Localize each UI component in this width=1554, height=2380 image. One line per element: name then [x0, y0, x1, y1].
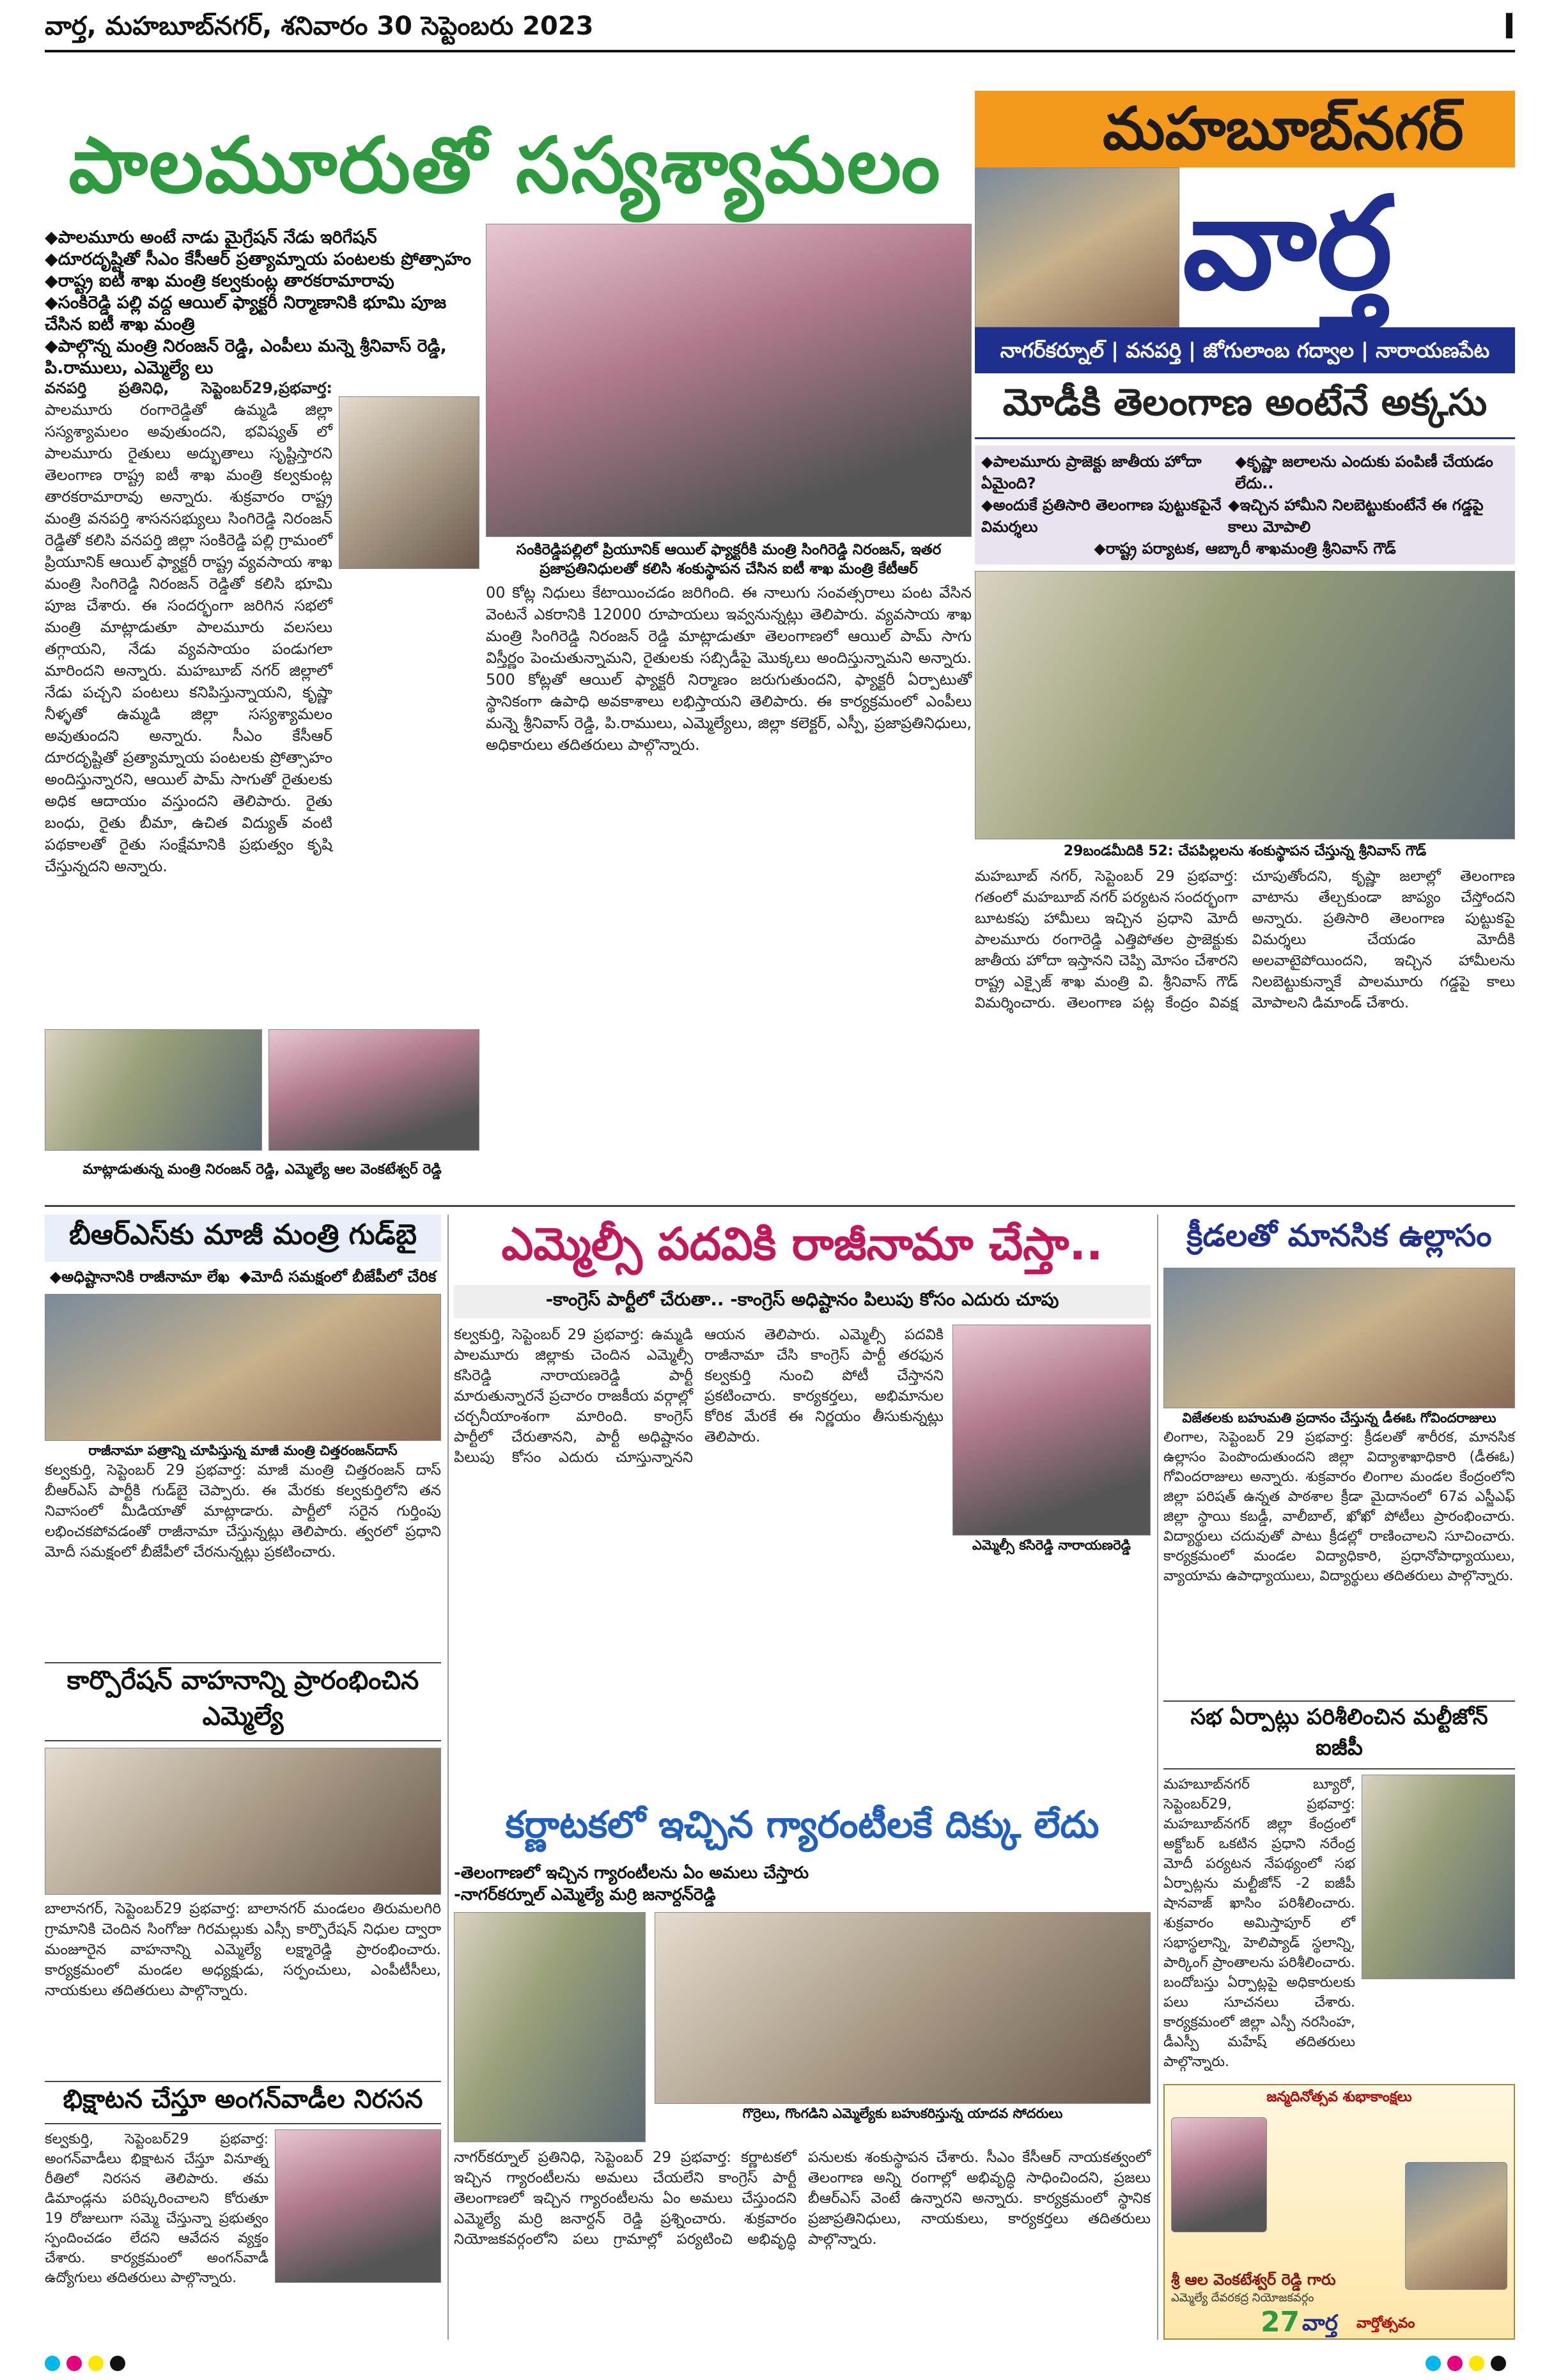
sports-story: [1163, 1218, 1515, 1586]
brs-headline: బీఆర్ఎస్‌కు మాజీ మంత్రి గుడ్‌బై: [45, 1215, 441, 1262]
bullet-item: ◆రాష్ట్ర పర్యాటక, ఆబ్కారీ శాఖమంత్రి శ్రీనివాస్ గౌడ్: [1094, 540, 1396, 557]
bullet-item: ◆దూరదృష్టితో సీఎం కేసీఆర్ ప్రత్యామ్నాయ పంటలకు ప్రోత్సాహం: [45, 249, 472, 269]
bullet-item: ◆ఇచ్చిన హామీని నిలబెట్టుకుంటేనే ఈ గడ్డపై కాలు మోపాలి: [1228, 496, 1484, 536]
cmyk-marks-left: [45, 2356, 132, 2374]
dateline: వార్త, మహబూబ్‌నగర్, శనివారం 30 సెప్టెంబరు 2023: [45, 12, 594, 41]
igp-story: [1163, 1700, 1515, 2072]
igp-photo: [1362, 1775, 1515, 1979]
modi-caption: 29బండమీదికి 52: చేపపిల్లలను శంకుస్థాపన చేస్తున్న శ్రీనివాస్ గౌడ్: [1063, 843, 1427, 859]
brs-bullets: [45, 1266, 441, 1287]
bullet-item: ◆అధిష్టానానికి రాజీనామా లేఖ: [49, 1268, 230, 1286]
ad-varta: వార్త: [1302, 2310, 1338, 2336]
corp-headline: కార్పొరేషన్ వాహనాన్ని ప్రారంభించిన ఎమ్మెల్యే: [45, 1662, 441, 1741]
ad-top: జన్మదినోత్సవ శుభాకాంక్షలు: [1266, 2089, 1412, 2105]
karnataka-headline: కర్ణాటకలో ఇచ్చిన గ్యారంటీలకే దిక్కు లేదు: [505, 1803, 1099, 1846]
karnataka-story: [454, 1803, 1151, 2250]
brs-body: కల్వకుర్తి, సెప్టెంబర్ 29 ప్రభవార్త: మాజీ మంత్రి చిత్తరంజన్ దాస్ బీఆర్ఎస్ పార్టీకి గుడ్‌బై చెప్పారు. ఈ మేరకు కల్వకుర్తిలోని తన నివాసంలో మీడియాతో మాట్లాడారు. పార్టీలో సరైన గుర్తింపు లభించకపోవడంతో రాజీనామా చేస్తున్నట్లు తెలిపారు. త్వరలో ప్రధాని మోదీ సమక్షంలో బీజేపీలో చేరనున్నట్లు ప్రకటించారు.: [45, 1462, 441, 1560]
sports-photo: [1163, 1268, 1515, 1408]
lead-body-2: 00 కోట్ల నిధులు కేటాయించడం జరిగింది. ఈ నాలుగు సంవత్సరాలు పంట వేసిన వెంటనే ఎకరానికి 12000 రూపాయలు ఇవ్వనున్నట్లు తెలిపారు. వ్యవసాయ శాఖ మంత్రి సింగిరెడ్డి నిరంజన్ రెడ్డి మాట్లాడుతూ తెలంగాణలో ఆయిల్ పామ్ సాగు విస్తీర్ణం పెంచుతున్నామని, రైతులకు సబ్సిడీపై మొక్కలు అందిస్తున్నామని అన్నారు. 500 కోట్లతో ఆయిల్ ఫ్యాక్టరీ నిర్మాణం జరుగుతుందని, ఫ్యాక్టరీ ఏర్పాటుతో స్థానికంగా ఉపాధి అవకాశాలు లభిస్తాయని తెలిపారు. ఈ కార్యక్రమంలో ఎంపీలు మన్నె శ్రీనివాస్ రెడ్డి, పి.రాములు, ఎమ్మెల్యేలు, జిల్లా కలెక్టర్, ఎస్పీ, ప్రజాప్రతినిధులు, అధికారులు తదితరులు పాల్గొన్నారు.: [486, 584, 972, 754]
corp-photo: [45, 1748, 441, 1895]
lead-bullets: [45, 227, 479, 379]
modi-body: మహబూబ్ నగర్, సెప్టెంబర్ 29 ప్రభవార్త: గతంలో మహబూబ్ నగర్ పర్యటన సందర్భంగా బూటకపు హామీలు ఇచ్చిన ప్రధాని మోదీ పాలమూరు రంగారెడ్డి ఎత్తిపోతల ప్రాజెక్టుకు జాతీయ హోదా ఇస్తానని చెప్పి మోసం చేశారని రాష్ట్ర ఎక్సైజ్ శాఖ మంత్రి వి. శ్రీనివాస్ గౌడ్ విమర్శించారు. తెలంగాణ పట్ల కేంద్రం వివక్ష చూపుతోందని, కృష్ణా జలాల్లో తెలంగాణ వాటాను తేల్చకుండా జాప్యం చేస్తోందని అన్నారు. ప్రతిసారి తెలంగాణ పుట్టుకపై విమర్శలు చేయడం మోదీకి అలవాటైపోయిందని, ఇచ్చిన హామీలను నిలబెట్టుకున్నాకే పాలమూరు గడ్డపై కాలు మోపాలని డిమాండ్ చేశారు.: [975, 868, 1515, 1011]
igp-body: మహబూబ్‌నగర్ బ్యూరో, సెప్టెంబర్29, ప్రభవార్త: మహబూబ్‌నగర్ జిల్లా కేంద్రంలో అక్టోబర్ ఒకటిన ప్రధాని నరేంద్ర మోదీ పర్యటన నేపథ్యంలో సభ ఏర్పాట్లను మల్టీజోన్ -2 ఐజీపీ షానవాజ్ ఖాసిం పరిశీలించారు. శుక్రవారం అమిస్తాపూర్ లో సభాస్థలాన్ని, హెలిప్యాడ్ స్థలాన్ని, పార్కింగ్ ప్రాంతాలను పరిశీలించారు. బందోబస్తు ఏర్పాట్లపై అధికారులకు పలు సూచనలు చేశారు. కార్యక్రమంలో జిల్లా ఎస్పీ నరసింహ, డీఎస్పీ మహేష్ తదితరులు పాల్గొన్నారు.: [1163, 1777, 1355, 2070]
karnataka-caption: గొర్రెలు, గొంగడిని ఎమ్మెల్యేకు బహుకరిస్తున్న యాదవ సోదరులు: [742, 2106, 1063, 2121]
ad-photo-left: [1171, 2117, 1267, 2232]
bullet-item: ◆కృష్ణా జలాలను ఎందుకు పంపిణీ చేయడం లేదు..: [1235, 453, 1493, 492]
lead-photo-bottom-left: [45, 1029, 262, 1151]
anganwadi-body: కల్వకుర్తి, సెప్టెంబర్29 ప్రభవార్త: అంగన్‌వాడీలు భిక్షాటన చేస్తూ వినూత్న రీతిలో నిరసన తెలిపారు. తమ డిమాండ్లను పరిష్కరించాలని కోరుతూ 19 రోజులుగా సమ్మె చేస్తున్నా ప్రభుత్వం స్పందించడం లేదని ఆవేదన వ్యక్తం చేశారు. కార్యక్రమంలో అంగన్‌వాడీ ఉద్యోగులు తదితరులు పాల్గొన్నారు.: [45, 2131, 268, 2286]
lead-photo-main: [486, 224, 972, 537]
karnataka-photo-left: [454, 1912, 646, 2142]
ad-name: శ్రీ ఆల వెంకటేశ్వర్ రెడ్డి గారు: [1171, 2271, 1336, 2289]
masthead-photo: [975, 167, 1179, 327]
karnataka-body: నాగర్‌కర్నూల్ ప్రతినిధి, సెప్టెంబర్ 29 ప్రభవార్త: కర్ణాటకలో ఇచ్చిన గ్యారంటీలను అమలు చేయలేని కాంగ్రెస్ పార్టీ తెలంగాణలో ఇచ్చిన గ్యారంటీలను ఏం అమలు చేస్తుందని ఎమ్మెల్యే మర్రి జనార్దన్ రెడ్డి ప్రశ్నించారు. శుక్రవారం నియోజకవర్గంలోని పలు గ్రామాల్లో పర్యటించి అభివృద్ధి పనులకు శంకుస్థాపన చేశారు. సీఎం కేసీఆర్ నాయకత్వంలో తెలంగాణ అన్ని రంగాల్లో అభివృద్ధి సాధించిందని, ప్రజలు బీఆర్ఎస్ వెంటే ఉన్నారని అన్నారు. కార్యక్రమంలో స్థానిక ప్రజాప్రతినిధులు, నాయకులు, కార్యకర్తలు తదితరులు పాల్గొన్నారు.: [454, 2149, 1151, 2248]
anganwadi-story: [45, 2081, 441, 2288]
masthead-title-bar: [975, 91, 1515, 167]
lead-bottom-caption: మాట్లాడుతున్న మంత్రి నిరంజన్ రెడ్డి, ఎమ్మెల్యే ఆల వెంకటేశ్వర్ రెడ్డి: [82, 1162, 442, 1178]
bullet-item: ◆పాల్గొన్న మంత్రి నిరంజన్ రెడ్డి, ఎంపీలు మన్నె శ్రీనివాస్ రెడ్డి, పి.రాములు, ఎమ్మెల్యే లు: [45, 336, 447, 378]
bullet-item: -నాగర్‌కర్నూల్ ఎమ్మెల్యే మర్రి జనార్దన్‌రెడ్డి: [454, 1885, 716, 1904]
column-rule: [447, 1215, 449, 2340]
lead-body: పాలమూరు రంగారెడ్డితో ఉమ్మడి జిల్లా సస్యశ్యామలం అవుతుందని, భవిష్యత్ లో పాలమూరు రైతులు అద్భుతాలు సృష్టిస్తారని తెలంగాణ రాష్ట్ర ఐటీ శాఖ మంత్రి కల్వకుంట్ల తారకరామారావు అన్నారు. శుక్రవారం రాష్ట్ర మంత్రి వనపర్తి శాసనసభ్యులు సింగిరెడ్డి నిరంజన్ రెడ్డితో కలిసి వనపర్తి జిల్లా సంకిరెడ్డి పల్లి గ్రామంలో ప్రియూనిక్ ఆయిల్ ఫ్యాక్టరీ రాష్ట్ర వ్యవసాయ శాఖ మంత్రి సింగిరెడ్డి నిరంజన్ రెడ్డితో కలిసి భూమి పూజ చేశారు. ఈ సందర్భంగా జరిగిన సభలో మంత్రి మాట్లాడుతూ పాలమూరు వలసలు తగ్గాయని, నేడు వ్యవసాయం పండుగలా మారిందని అన్నారు. మహబూబ్ నగర్ జిల్లాలో నేడు పచ్చని పంటలు కనిపిస్తున్నాయని, కృష్ణా నీళ్ళతో ఉమ్మడి జిల్లా సస్యశ్యామలం అవుతుందని అన్నారు. సీఎం కేసీఆర్ దూరదృష్టితో ప్రత్యామ్నాయ పంటలకు ప్రోత్సాహం అందిస్తున్నారని, ఆయిల్ పామ్ సాగుతో రైతులకు అధిక ఆదాయం వస్తుందని తెలిపారు. రైతు బంధు, రైతు బీమా, ఉచిత విద్యుత్ వంటి పథకాలతో రైతు సంక్షేమానికి ప్రభుత్వం కృషి చేస్తున్నదని అన్నారు.: [45, 401, 332, 875]
lead-headline: పాలమూరుతో సస్యశ్యామలం: [68, 121, 942, 210]
lead-byline: వనపర్తి ప్రతినిధి, సెప్టెంబర్29,ప్రభవార్త:: [45, 379, 332, 397]
mlc-story: [454, 1218, 1151, 1555]
bullet-item: -తెలంగాణలో ఇచ్చిన గ్యారంటీలను ఏం అమలు చేస్తారు: [454, 1863, 809, 1883]
mlc-photo: [952, 1325, 1151, 1536]
sports-caption: విజేతలకు బహుమతి ప్రదానం చేస్తున్న డీఈఓ గోవిందరాజులు: [1182, 1410, 1496, 1426]
masthead-districts: నాగర్‌కర్నూల్ | వనపర్తి | జోగులాంబ గద్వాల | నారాయణపేట: [975, 327, 1515, 373]
corp-story: [45, 1662, 441, 2001]
color-dot: [1469, 2356, 1484, 2371]
lead-photo-caption: సంకిరెడ్డిపల్లిలో ప్రియూనిక్ ఆయిల్ ఫ్యాక్టరీకి మంత్రి సింగిరెడ్డి నిరంజన్, ఇతర ప్రజాప్రతినిధులతో కలిసి శంకుస్థాపన చేసిన ఐటీ శాఖ మంత్రి కేటీఆర్: [516, 541, 942, 577]
sports-headline: క్రీడలతో మానసిక ఉల్లాసం: [1186, 1218, 1492, 1254]
ad-photo-right: [1405, 2162, 1507, 2290]
lead-photo-bottom-right: [268, 1029, 479, 1151]
modi-story: [975, 380, 1515, 1199]
karnataka-photo-right: [655, 1912, 1151, 2104]
modi-bullets: [975, 446, 1515, 564]
sports-body: లింగాల, సెప్టెంబర్ 29 ప్రభవార్త: క్రీడలతో శారీరక, మానసిక ఉల్లాసం పెంపొందుతుందని జిల్లా విద్యాశాఖాధికారి (డీఈఓ) గోవిందరాజులు అన్నారు. శుక్రవారం లింగాల మండల కేంద్రంలోని జిల్లా పరిషత్ ఉన్నత పాఠశాల క్రీడా మైదానంలో 67వ ఎస్జీఎఫ్ జిల్లా స్థాయి కబడ్డీ, వాలీబాల్, ఖోఖో పోటీలు ప్రారంభించారు. విద్యార్థులు చదువుతో పాటు క్రీడల్లో రాణించాలని సూచించారు. కార్యక్రమంలో మండల విద్యాధికారి, ప్రధానోపాధ్యాయులు, వ్యాయామ ఉపాధ్యాయులు, విద్యార్థులు తదితరులు పాల్గొన్నారు.: [1163, 1429, 1515, 1584]
brs-caption: రాజీనామా పత్రాన్ని చూపిస్తున్న మాజీ మంత్రి చిత్తరంజన్‌దాస్: [88, 1443, 398, 1458]
brs-story: [45, 1215, 441, 1562]
bullet-item: ◆పాలమూరు ప్రాజెక్టు జాతీయ హోదా ఏమైంది?: [981, 453, 1202, 492]
lead-story-col1: [45, 377, 332, 877]
color-dot: [45, 2356, 60, 2371]
color-dot: [88, 2356, 104, 2371]
igp-headline: సభ ఏర్పాట్లు పరిశీలించిన మల్టీజోన్ ఐజీపీ: [1163, 1700, 1515, 1769]
mlc-caption: ఎమ్మెల్సీ కసిరెడ్డి నారాయణరెడ్డి: [972, 1537, 1131, 1553]
anganwadi-photo: [275, 2129, 441, 2283]
color-dot: [66, 2356, 82, 2371]
cmyk-marks-right: [1426, 2356, 1512, 2374]
modi-headline: మోడీకి తెలంగాణ అంటేనే అక్కసు: [975, 380, 1515, 439]
masthead-title: మహబూబ్‌నగర్: [1103, 95, 1464, 163]
mlc-subhead: -కాంగ్రెస్ పార్టీలో చేరుతా.. -కాంగ్రెస్ అధిష్టానం పిలుపు కోసం ఎదురు చూపు: [454, 1285, 1151, 1318]
ad-footer: వార్తోత్సవం: [1356, 2315, 1415, 2331]
bullet-item: ◆సంకిరెడ్డి పల్లి వద్ద ఆయిల్ ఫ్యాక్టరీ నిర్మాణానికి భూమి పూజ చేసిన ఐటీ శాఖ మంత్రి: [45, 293, 447, 334]
bullet-item: ◆పాలమూరు అంటే నాడు మైగ్రేషన్ నేడు ఇరిగేషన్: [45, 228, 377, 247]
birthday-ad: [1163, 2084, 1515, 2340]
minister-speech-photo: [339, 396, 479, 569]
masthead-brand: వార్త: [1183, 169, 1393, 318]
color-dot: [1426, 2356, 1441, 2371]
ad-sub: ఎమ్మెల్యే దేవరకద్ర నియోజకవర్గం: [1171, 2291, 1314, 2305]
ad-year: 27: [1261, 2306, 1300, 2338]
bullet-item: ◆అందుకే ప్రతిసారి తెలంగాణ పుట్టుకపైనే విమర్శలు: [981, 496, 1222, 536]
header-rule: [45, 50, 1515, 52]
color-dot: [110, 2356, 125, 2371]
corp-body: బాలానగర్, సెప్టెంబర్29 ప్రభవార్త: బాలానగర్ మండలం తిరుమలగిరి గ్రామానికి చెందిన సింగోజు గిరమల్లుకు ఎస్సీ కార్పొరేషన్ నిధుల ద్వారా మంజూరైన వాహనాన్ని ఎమ్మెల్యే లక్ష్మారెడ్డి ప్రారంభించారు. కార్యక్రమంలో మండల అధ్యక్షుడు, సర్పంచులు, ఎంపీటీసీలు, నాయకులు తదితరులు పాల్గొన్నారు.: [45, 1901, 441, 1999]
mlc-body: కల్వకుర్తి, సెప్టెంబర్ 29 ప్రభవార్త: ఉమ్మడి పాలమూరు జిల్లాకు చెందిన ఎమ్మెల్సీ కసిరెడ్డి నారాయణరెడ్డి పార్టీ మారుతున్నారనే ప్రచారం రాజకీయ వర్గాల్లో చర్చనీయాంశంగా మారింది. కాంగ్రెస్ పార్టీలో చేరుతానని, పార్టీ అధిష్టానం పిలుపు కోసం ఎదురు చూస్తున్నానని ఆయన తెలిపారు. ఎమ్మెల్సీ పదవికి రాజీనామా చేసి కాంగ్రెస్ పార్టీ తరఫున కల్వకుర్తి నుంచి పోటీ చేస్తానని ప్రకటించారు. కార్యకర్తలు, అభిమానుల కోరిక మేరకే ఈ నిర్ణయం తీసుకున్నట్లు తెలిపారు.: [454, 1326, 944, 1466]
lead-story-col2: [486, 582, 972, 756]
modi-photo: [975, 571, 1515, 839]
bullet-item: ◆రాష్ట్ర ఐటీ శాఖ మంత్రి కల్వకుంట్ల తారకరామారావు: [45, 271, 394, 291]
section-divider: [45, 1205, 1515, 1207]
column-rule: [1157, 1215, 1158, 2340]
mlc-headline: ఎమ్మెల్సీ పదవికి రాజీనామా చేస్తా..: [501, 1218, 1103, 1270]
anganwadi-headline: భిక్షాటన చేస్తూ అంగన్‌వాడీల నిరసన: [45, 2081, 441, 2124]
bullet-item: ◆మోదీ సమక్షంలో బీజేపీలో చేరిక: [239, 1268, 437, 1286]
page-number: I: [1502, 6, 1516, 47]
brs-photo: [45, 1294, 441, 1441]
color-dot: [1447, 2356, 1463, 2371]
color-dot: [1491, 2356, 1506, 2371]
